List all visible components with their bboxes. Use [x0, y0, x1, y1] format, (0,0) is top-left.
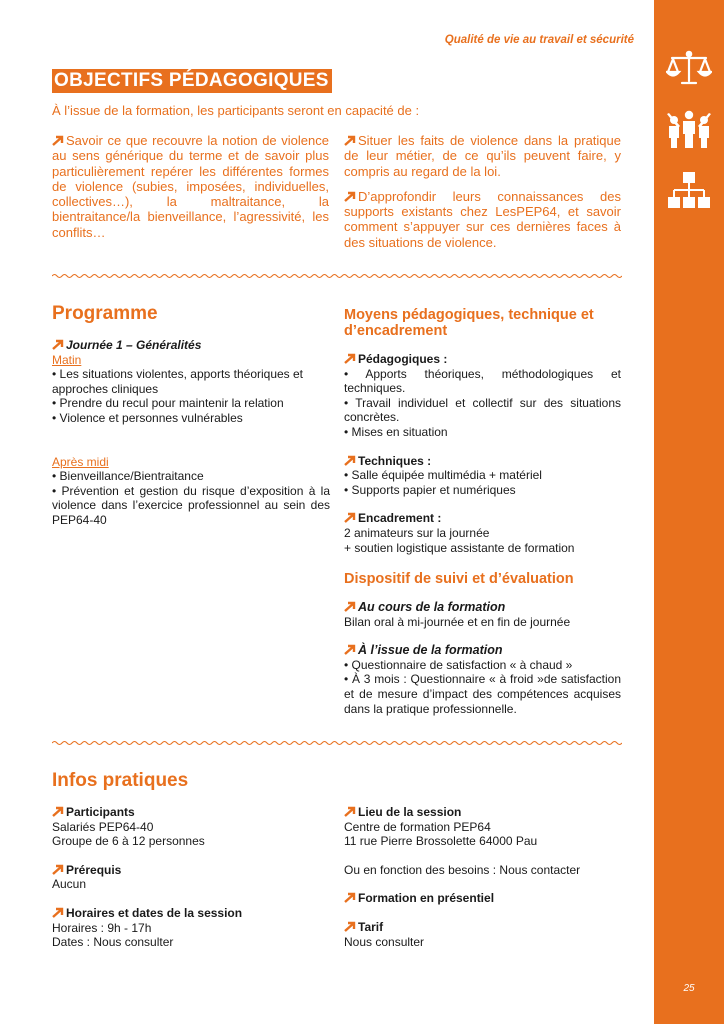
page-number: 25 — [683, 983, 695, 994]
infos-title: Infos pratiques — [52, 770, 189, 791]
aprem-label: Après midi — [52, 454, 109, 469]
pedagogiques-item: • Apports théoriques, méthodologiques et techniques. — [344, 366, 621, 396]
lieu-note: Ou en fonction des besoins : Nous contacter — [344, 862, 581, 877]
cours-text: Bilan oral à mi-journée et en fin de journée — [344, 614, 571, 629]
arrow-icon — [52, 806, 64, 817]
lieu-label: Lieu de la session — [344, 805, 622, 820]
objectif-item: Situer les faits de violence dans la pratique de leur métier, de ce qu’ils peuvent faire, y compris au regard de la loi. — [344, 133, 621, 179]
issue-label: À l’issue de la formation — [344, 643, 621, 658]
arrow-icon — [52, 864, 64, 875]
programme-content — [52, 338, 330, 528]
arrow-icon — [344, 512, 356, 523]
techniques-item: • Salle équipée multimédia + matériel — [344, 468, 542, 483]
people-group-icon — [654, 110, 724, 150]
encadrement-label: Encadrement : — [344, 511, 621, 526]
sidebar — [654, 0, 724, 1024]
encadrement-item: + soutien logistique assistante de formation — [344, 540, 575, 555]
matin-label: Matin — [52, 352, 82, 367]
pedagogiques-item: • Travail individuel et collectif sur des situations concrètes. — [344, 395, 621, 425]
objectifs-left-column — [52, 133, 329, 250]
horaires-item: Horaires : 9h - 17h — [52, 920, 152, 935]
objectifs-title: OBJECTIFS PÉDAGOGIQUES — [52, 69, 332, 93]
participants-label: Participants — [52, 805, 330, 820]
arrow-icon — [52, 907, 64, 918]
objectif-item: Savoir ce que recouvre la notion de violence au sens générique du terme et de savoir plus particulièrement repérer les différentes formes de violence (subies, imposées, individuelles, collectives…), la maltraitance, la bientraitance/la bienveillance, l’agressivité, les conflits… — [52, 133, 329, 240]
programme-title: Programme — [52, 303, 158, 324]
wavy-divider — [52, 273, 622, 279]
objectifs-intro: À l’issue de la formation, les participants seront en capacité de : — [52, 103, 420, 118]
header-title: Qualité de vie au travail et sécurité — [444, 34, 634, 46]
objectif-item: D’approfondir leurs connaissances des supports existants chez LesPEP64, et savoir comment s’appuyer sur ces dernières faces à des situations de violence. — [344, 188, 621, 250]
issue-item: • À 3 mois : Questionnaire « à froid »de satisfaction et de mesure d’impact des compétences acquises dans la pratique professionnelle. — [344, 672, 621, 716]
infos-left-column — [52, 805, 330, 950]
org-chart-icon — [654, 172, 724, 210]
arrow-icon — [52, 339, 64, 350]
participants-item: Groupe de 6 à 12 personnes — [52, 834, 205, 849]
moyens-title: Moyens pédagogiques, technique et d’encadrement — [344, 307, 594, 339]
arrow-icon — [344, 921, 356, 932]
arrow-icon — [344, 892, 356, 903]
matin-item: • Prendre du recul pour maintenir la relation — [52, 396, 284, 411]
infos-right-column — [344, 805, 622, 949]
arrow-icon — [344, 601, 356, 612]
suivi-content — [344, 600, 621, 716]
horaires-label: Horaires et dates de la session — [52, 906, 330, 921]
suivi-title: Dispositif de suivi et d’évaluation — [344, 571, 574, 587]
aprem-item: • Bienveillance/Bientraitance — [52, 469, 204, 484]
matin-item: • Violence et personnes vulnérables — [52, 410, 243, 425]
arrow-icon — [344, 806, 356, 817]
prerequis-text: Aucun — [52, 877, 87, 892]
lieu-item: 11 rue Pierre Brossolette 64000 Pau — [344, 834, 538, 849]
lieu-item: Centre de formation PEP64 — [344, 819, 491, 834]
issue-item: • Questionnaire de satisfaction « à chaud » — [344, 657, 573, 672]
participants-item: Salariés PEP64-40 — [52, 819, 154, 834]
pedagogiques-label: Pédagogiques : — [344, 352, 621, 367]
presentiel-label: Formation en présentiel — [344, 891, 622, 906]
arrow-icon — [344, 135, 356, 146]
pedagogiques-item: • Mises en situation — [344, 424, 448, 439]
matin-item: • Les situations violentes, apports théoriques et approches cliniques — [52, 367, 304, 396]
objectifs-right-column — [344, 133, 621, 260]
encadrement-item: 2 animateurs sur la journée — [344, 525, 490, 540]
techniques-label: Techniques : — [344, 454, 621, 469]
arrow-icon — [344, 191, 356, 202]
arrow-icon — [344, 455, 356, 466]
prerequis-label: Prérequis — [52, 863, 330, 878]
arrow-icon — [344, 353, 356, 364]
cours-label: Au cours de la formation — [344, 600, 621, 615]
techniques-item: • Supports papier et numériques — [344, 482, 516, 497]
wavy-divider — [52, 740, 622, 746]
tarif-label: Tarif — [344, 920, 622, 935]
tarif-text: Nous consulter — [344, 934, 425, 949]
horaires-item: Dates : Nous consulter — [52, 935, 174, 950]
arrow-icon — [344, 644, 356, 655]
programme-day: Journée 1 – Généralités — [52, 338, 330, 353]
balance-scale-icon — [654, 50, 724, 86]
arrow-icon — [52, 135, 64, 146]
moyens-content — [344, 352, 621, 555]
aprem-item: • Prévention et gestion du risque d’exposition à la violence dans l’exercice professionnel au sein des PEP64-40 — [52, 483, 330, 527]
